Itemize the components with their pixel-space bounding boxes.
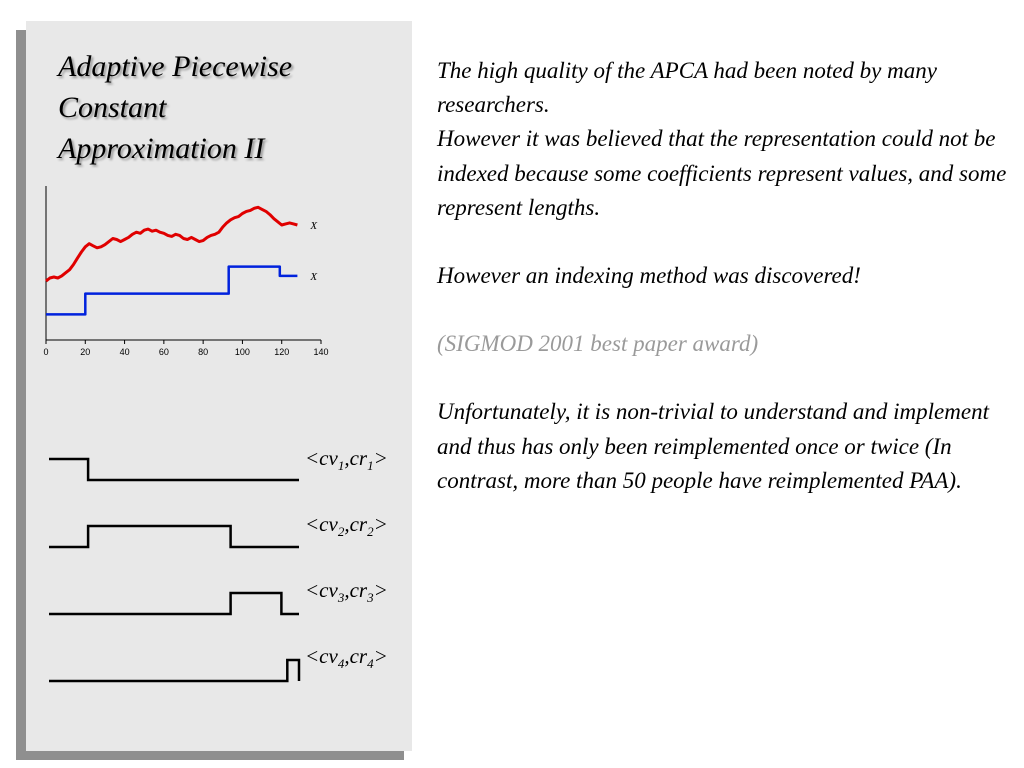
x-tick-label-5: 100 <box>234 347 250 357</box>
segment-label-2: $<cv_2,cr_2>$ <box>305 512 388 540</box>
title-line-1: Adaptive Piecewise <box>58 50 293 83</box>
segment-step-1 <box>49 459 299 480</box>
series-line-2 <box>46 267 297 315</box>
segment-label-4: $<cv_4,cr_4>$ <box>305 644 388 672</box>
series-label-2: X <box>310 270 318 283</box>
x-tick-label-6: 120 <box>274 347 290 357</box>
series-line-1 <box>46 207 297 281</box>
body-text <box>437 54 1012 498</box>
x-tick-label-2: 40 <box>119 347 130 357</box>
x-tick-label-1: 20 <box>80 347 91 357</box>
segment-step-3 <box>49 593 299 614</box>
x-tick-label-3: 60 <box>158 347 169 357</box>
paragraph-5: Unfortunately, it is non-trivial to understand and implement and thus has only been reimplemented once or twice (In contrast, more than 50 people have reimplemented PAA). <box>437 399 989 493</box>
segment-diagram <box>40 440 310 700</box>
slide-title <box>58 46 398 169</box>
title-line-3: Approximation II <box>58 132 265 165</box>
segment-label-3: $<cv_3,cr_3>$ <box>305 578 388 606</box>
paragraph-3: However an indexing method was discovered! <box>437 263 861 289</box>
apca-chart <box>36 180 346 365</box>
x-tick-label-7: 140 <box>313 347 329 357</box>
paragraph-2: However it was believed that the representation could not be indexed because some coefficients represent values, and some represent lengths. <box>437 126 1007 220</box>
segment-label-1: $<cv_1,cr_1>$ <box>305 446 388 474</box>
segment-step-2 <box>49 526 299 547</box>
award-note: (SIGMOD 2001 best paper award) <box>437 331 759 357</box>
series-label-1: X <box>310 219 318 232</box>
paragraph-1: The high quality of the APCA had been noted by many researchers. <box>437 58 937 118</box>
x-tick-label-4: 80 <box>198 347 209 357</box>
x-tick-label-0: 0 <box>43 347 49 357</box>
segment-step-4 <box>49 660 299 681</box>
title-line-2: Constant <box>58 91 167 124</box>
